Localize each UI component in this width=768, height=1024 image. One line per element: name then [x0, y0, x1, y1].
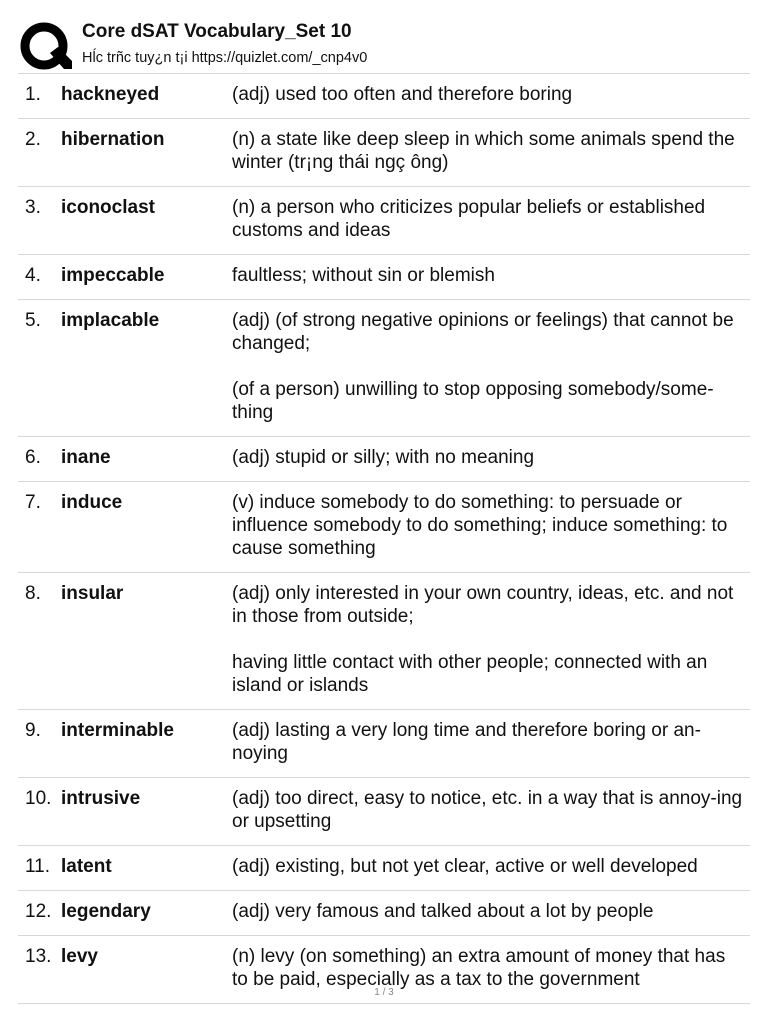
- term-number: 3.: [25, 197, 41, 218]
- term-number: 9.: [25, 720, 41, 741]
- vocab-row: [18, 778, 750, 846]
- term-word: intrusive: [61, 788, 141, 809]
- vocab-row: [18, 300, 750, 437]
- term-definition: [232, 945, 746, 991]
- term-definition: [232, 309, 746, 424]
- term-definition: [232, 264, 746, 287]
- document-title: Core dSAT Vocabulary_Set 10: [82, 21, 352, 42]
- definition-paragraph: (adj) too direct, easy to notice, etc. in a way that is annoy-ing or upsetting: [232, 788, 743, 832]
- term-number: 4.: [25, 265, 41, 286]
- definition-paragraph: (adj) lasting a very long time and therefore boring or an-noying: [232, 720, 701, 764]
- term-word: iconoclast: [61, 197, 155, 218]
- term-word: implacable: [61, 310, 160, 331]
- term-number: 13.: [25, 946, 52, 967]
- term-number: 1.: [25, 84, 41, 105]
- vocab-row: [18, 710, 750, 778]
- term-word: hackneyed: [61, 84, 160, 105]
- vocab-row: [18, 187, 750, 255]
- vocab-row: [18, 437, 750, 482]
- term-word: impeccable: [61, 265, 165, 286]
- vocab-row: [18, 255, 750, 300]
- vocab-row: [18, 74, 750, 119]
- document-subtitle[interactable]: Hĺc trñc tuy¿n t¡i https://quizlet.com/_cnp4v0: [82, 50, 368, 66]
- term-number: 12.: [25, 901, 52, 922]
- term-word: hibernation: [61, 129, 165, 150]
- term-definition: [232, 900, 746, 923]
- definition-paragraph: (v) induce somebody to do something: to persuade or influence somebody to do something; induce something: to cause something: [232, 492, 728, 559]
- vocab-row: [18, 891, 750, 936]
- quizlet-logo-icon: [20, 21, 72, 73]
- term-number: 5.: [25, 310, 41, 331]
- term-definition: [232, 582, 746, 697]
- term-number: 7.: [25, 492, 41, 513]
- term-word: induce: [61, 492, 123, 513]
- term-word: interminable: [61, 720, 174, 741]
- term-number: 8.: [25, 583, 41, 604]
- term-definition: [232, 446, 746, 469]
- vocab-row: [18, 846, 750, 891]
- term-definition: [232, 855, 746, 878]
- term-definition: [232, 128, 746, 174]
- vocab-row: [18, 482, 750, 573]
- vocabulary-table: [18, 73, 750, 1004]
- term-number: 10.: [25, 788, 52, 809]
- definition-paragraph: (adj) used too often and therefore boring: [232, 84, 573, 105]
- definition-paragraph: (adj) existing, but not yet clear, active or well developed: [232, 856, 698, 877]
- definition-paragraph: (adj) very famous and talked about a lot by people: [232, 901, 654, 922]
- term-definition: [232, 196, 746, 242]
- page-number: 1 / 3: [374, 987, 394, 998]
- term-word: latent: [61, 856, 112, 877]
- term-word: inane: [61, 447, 111, 468]
- term-definition: [232, 787, 746, 833]
- definition-paragraph: (adj) (of strong negative opinions or feelings) that cannot be changed;: [232, 310, 734, 354]
- term-definition: [232, 719, 746, 765]
- term-number: 11.: [25, 856, 51, 877]
- definition-paragraph: (adj) only interested in your own country, ideas, etc. and not in those from outside;: [232, 583, 734, 627]
- term-definition: [232, 491, 746, 560]
- term-word: levy: [61, 946, 98, 967]
- term-word: insular: [61, 583, 124, 604]
- term-definition: [232, 83, 746, 106]
- term-number: 2.: [25, 129, 41, 150]
- definition-paragraph: having little contact with other people; connected with an island or islands: [232, 652, 708, 696]
- definition-paragraph: faultless; without sin or blemish: [232, 265, 495, 286]
- definition-paragraph: (n) a state like deep sleep in which some animals spend the winter (tr¡ng thái ngç ông): [232, 129, 735, 173]
- definition-paragraph: (adj) stupid or silly; with no meaning: [232, 447, 535, 468]
- logo-letter: Q: [20, 21, 21, 22]
- vocab-row: [18, 573, 750, 710]
- term-word: legendary: [61, 901, 151, 922]
- definition-paragraph: (of a person) unwilling to stop opposing somebody/some-thing: [232, 379, 714, 423]
- vocab-row: [18, 119, 750, 187]
- document-header: [18, 18, 750, 74]
- term-number: 6.: [25, 447, 41, 468]
- definition-paragraph: (n) levy (on something) an extra amount of money that has to be paid, especially as a tax to the government: [232, 946, 726, 990]
- definition-paragraph: (n) a person who criticizes popular beliefs or established customs and ideas: [232, 197, 706, 241]
